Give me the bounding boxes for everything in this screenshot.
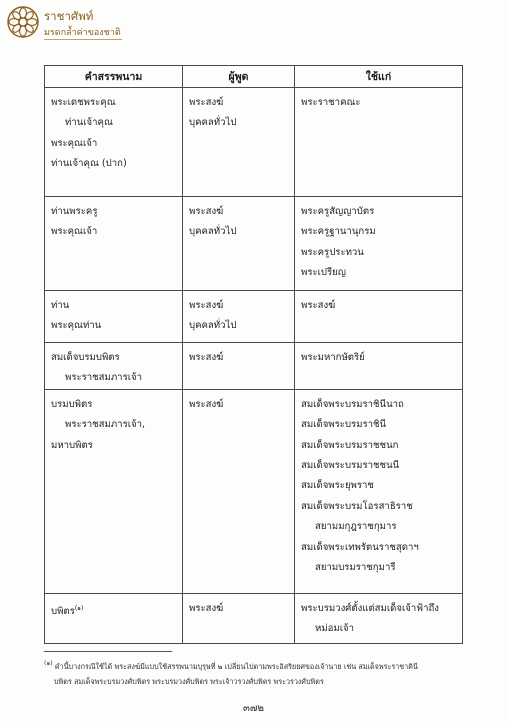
pronoun-line (51, 93, 178, 113)
pronoun-line-text: พระราชสมภารเจ้า (65, 372, 143, 384)
pronoun-line (51, 154, 178, 174)
used-for-line (301, 456, 458, 476)
column-header-speaker: ผู้พูด (183, 66, 295, 88)
speaker-line-text: พระสงฆ์ (189, 97, 224, 108)
used-for-line (301, 202, 458, 222)
speaker-line-text: พระสงฆ์ (189, 398, 224, 410)
speaker-cell (183, 291, 295, 343)
pronoun-line-text: บพิตร (51, 605, 75, 617)
speaker-line (189, 599, 290, 619)
column-header-pronoun: คำสรรพนาม (45, 66, 183, 88)
used-for-line-text: สมเด็จพระบรมราชินีนาถ (301, 398, 404, 410)
footnote (44, 656, 462, 689)
used-for-line-text: สมเด็จพระบรมราชชนนี (301, 459, 400, 471)
pronoun-line (51, 348, 178, 368)
used-for-line (301, 436, 458, 456)
footnote-line-2: บพิตร สมเด็จพระบรมวงศ์บพิตร พระบรมวงศ์บพิตร พระเจ้าวรวงศ์บพิตร พระวรวงศ์บพิตร (54, 677, 324, 686)
used-for-line-text: พระครูประทวน (301, 246, 364, 258)
header-subtitle: มรดกล้ำค่าของชาติ (44, 28, 121, 38)
pronoun-cell (45, 291, 183, 343)
speaker-line (189, 296, 290, 316)
used-for-line-text: พระมหากษัตริย์ (301, 352, 365, 363)
speaker-line-text: บุคคลทั่วไป (189, 320, 237, 332)
pronoun-line-text: พระราชสมภารเจ้า, (65, 419, 146, 431)
pronoun-line (51, 368, 178, 388)
pronoun-cell (45, 389, 183, 593)
used-for-line (301, 93, 458, 113)
pronoun-cell (45, 593, 183, 643)
footnote-marker: (๑) (44, 660, 53, 667)
table-row (45, 593, 463, 643)
speaker-line-text: พระสงฆ์ (189, 602, 224, 614)
used-for-line (301, 415, 458, 435)
used-for-line-text: สมเด็จพระยุพราช (301, 480, 374, 492)
table-row (45, 343, 463, 390)
used-for-line-text: พระสงฆ์ (301, 300, 336, 311)
used-for-line-text: พระครูฐานานุกรม (301, 226, 376, 238)
used-for-line-text: พระบรมวงศ์ตั้งแต่สมเด็จเจ้าฟ้าถึง (301, 602, 439, 614)
used-for-line (301, 476, 458, 496)
column-header-used-for: ใช้แก่ (295, 66, 463, 88)
pronoun-line-text: สมเด็จบรมบพิตร (51, 352, 120, 363)
table-header-row (45, 66, 463, 88)
pronoun-line (51, 599, 178, 619)
used-for-line-text: พระครูสัญญาบัตร (301, 206, 375, 217)
table-row (45, 389, 463, 593)
speaker-cell (183, 88, 295, 197)
footnote-line-1 (44, 656, 462, 674)
lotus-emblem-icon (6, 5, 40, 39)
footnote-text-1: คำนี้บางกรณีใช้ได้ พระสงฆ์มีแบบใช้สรรพนามบุรุษที่ ๒ เปลี่ยนไปตามพระอิสริยยศของเจ้านาย เช่น สมเด็จพระราชาคินี (54, 662, 418, 671)
used-for-line (301, 348, 458, 368)
used-for-line-text: หม่อมเจ้า (315, 623, 355, 635)
speaker-line (189, 113, 290, 133)
table-row (45, 197, 463, 291)
pronoun-line-text: ท่านเจ้าคุณ (ปาก) (51, 158, 127, 170)
header-title: ราชาศัพท์ (44, 9, 94, 23)
pronoun-line-text: ท่านเจ้าคุณ (65, 117, 113, 129)
pronoun-line-text: พระคุณท่าน (51, 320, 102, 332)
used-for-line (301, 538, 458, 558)
pronoun-line-text: ท่าน (51, 300, 70, 311)
pronoun-line (51, 316, 178, 336)
pronoun-line (51, 222, 178, 242)
pronoun-line (51, 436, 178, 456)
pronoun-line-text: ท่านพระครู (51, 206, 98, 217)
pronoun-table (44, 65, 463, 644)
speaker-line-text: บุคคลทั่วไป (189, 117, 237, 129)
footnote-rule (44, 651, 172, 652)
used-for-line (301, 296, 458, 316)
used-for-line (301, 395, 458, 415)
speaker-line (189, 395, 290, 415)
used-for-line-text: พระเปรียญ (301, 267, 346, 279)
pronoun-line-text: พระคุณเจ้า (51, 226, 98, 238)
pronoun-cell (45, 197, 183, 291)
speaker-cell (183, 593, 295, 643)
speaker-line (189, 202, 290, 222)
used-for-line (301, 222, 458, 242)
pronoun-line-text: พระเดชพระคุณ (51, 97, 116, 108)
used-for-line (301, 497, 458, 517)
pronoun-line (51, 395, 178, 415)
speaker-line (189, 93, 290, 113)
used-for-cell (295, 389, 463, 593)
speaker-line (189, 348, 290, 368)
page-header (6, 5, 206, 45)
used-for-cell (295, 197, 463, 291)
used-for-line-text: สยามมกุฎราชกุมาร (315, 521, 397, 533)
used-for-cell (295, 291, 463, 343)
used-for-line (301, 599, 458, 619)
used-for-line (301, 619, 458, 639)
used-for-line-text: พระราชาคณะ (301, 97, 361, 108)
footnote-ref-marker: (๑) (74, 604, 84, 612)
table-row (45, 291, 463, 343)
used-for-cell (295, 88, 463, 197)
pronoun-line (51, 415, 178, 435)
pronoun-line-text: มหาบพิตร (51, 439, 93, 451)
used-for-cell (295, 593, 463, 643)
used-for-line-text: สมเด็จพระบรมราชินี (301, 419, 387, 431)
used-for-line (301, 558, 458, 578)
speaker-line (189, 316, 290, 336)
used-for-line (301, 243, 458, 263)
pronoun-line (51, 202, 178, 222)
used-for-line (301, 517, 458, 537)
speaker-line-text: พระสงฆ์ (189, 300, 224, 311)
pronoun-line-text: พระคุณเจ้า (51, 137, 98, 149)
speaker-line-text: พระสงฆ์ (189, 352, 224, 363)
used-for-line-text: สยามบรมราชกุมารี (315, 561, 396, 573)
speaker-line-text: บุคคลทั่วไป (189, 226, 237, 238)
speaker-line (189, 222, 290, 242)
speaker-cell (183, 343, 295, 390)
used-for-line-text: สมเด็จพระบรมโอรสาธิราช (301, 500, 413, 512)
pronoun-cell (45, 88, 183, 197)
used-for-line-text: สมเด็จพระเทพรัตนราชสุดาฯ (301, 541, 419, 553)
pronoun-line (51, 296, 178, 316)
header-divider (44, 39, 122, 40)
used-for-line (301, 263, 458, 283)
used-for-cell (295, 343, 463, 390)
pronoun-line (51, 113, 178, 133)
page-number: ๓๗๒ (243, 703, 264, 714)
pronoun-line-text: บรมบพิตร (51, 398, 93, 410)
speaker-line-text: พระสงฆ์ (189, 206, 224, 217)
table-row (45, 88, 463, 197)
pronoun-line (51, 134, 178, 154)
pronoun-cell (45, 343, 183, 390)
speaker-cell (183, 389, 295, 593)
used-for-line-text: สมเด็จพระบรมราชชนก (301, 439, 399, 451)
speaker-cell (183, 197, 295, 291)
